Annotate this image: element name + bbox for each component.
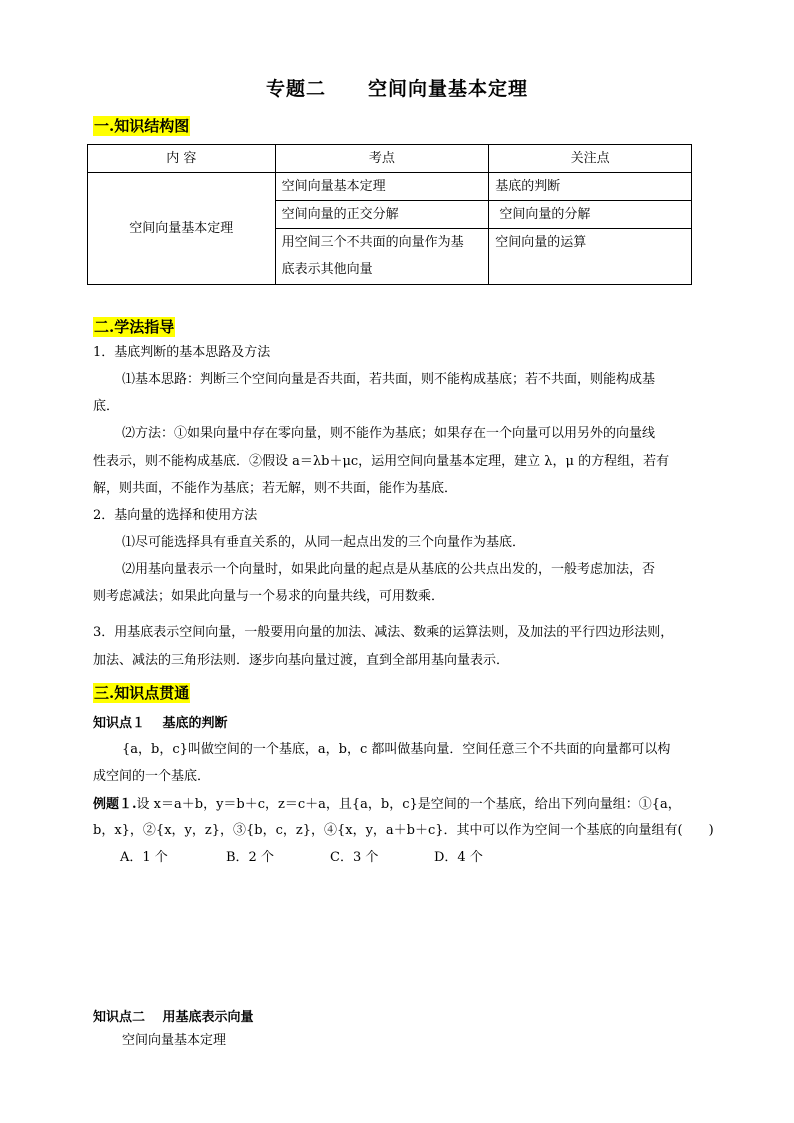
- example-label: 例题１.: [93, 797, 137, 812]
- option-b: B．2 个: [226, 850, 274, 865]
- table-cell: 空间向量的正交分解: [275, 201, 489, 229]
- paragraph: {a，b，c}叫做空间的一个基底，a，b，c 都叫做基向量．空间任意三个不共面的向量都可以构: [122, 742, 671, 757]
- page-title: [0, 74, 794, 101]
- paragraph: 3．用基底表示空间向量，一般要用向量的加法、减法、数乘的运算法则，及加法的平行四边形法则，: [93, 625, 674, 640]
- paragraph: 成空间的一个基底．: [93, 769, 211, 784]
- paragraph: 解，则共面，不能作为基底；若无解，则不共面，能作为基底．: [93, 481, 458, 496]
- table-content-cell: 空间向量基本定理: [88, 173, 276, 285]
- option-d: D．4 个: [434, 850, 483, 865]
- knowledge-point-title: 知识点二 用基底表示向量: [93, 1010, 254, 1025]
- section1-heading: 一.知识结构图: [94, 117, 190, 135]
- table-cell-line: 底表示其他向量: [281, 262, 373, 277]
- paragraph: 1．基底判断的基本思路及方法: [93, 345, 271, 360]
- option-a: A．1 个: [120, 850, 168, 865]
- paragraph: 则考虑减法；如果此向量与一个易求的向量共线，可用数乘．: [93, 589, 445, 604]
- paragraph: ⑵方法：①如果向量中存在零向量，则不能作为基底；如果存在一个向量可以用另外的向量线: [122, 426, 656, 441]
- table-header-cell: 考点: [275, 145, 489, 173]
- paragraph: 底．: [93, 399, 120, 414]
- table-cell-line: 用空间三个不共面的向量作为基: [281, 235, 464, 250]
- table-cell: [275, 229, 489, 285]
- knowledge-point-title: 知识点１ 基底的判断: [93, 716, 228, 731]
- table-row: [88, 173, 692, 201]
- section2-heading: 二.学法指导: [94, 318, 175, 336]
- example-line: b，x}，②{x，y，z}，③{b，c，z}，④{x，y，a＋b＋c}．其中可以作为空间一个基底的向量组有( ): [93, 823, 714, 838]
- table-cell: 基底的判断: [489, 173, 692, 201]
- paragraph: ⑵用基向量表示一个向量时，如果此向量的起点是从基底的公共点出发的，一般考虑加法，否: [122, 562, 656, 577]
- table-cell: 空间向量的分解: [489, 201, 692, 229]
- title-part2: 空间向量基本定理: [368, 78, 529, 100]
- example-text: 设 x＝a＋b，y＝b＋c，z＝c＋a，且{a，b，c}是空间的一个基底，给出下列向量组：①{a，: [136, 797, 681, 812]
- paragraph: ⑴基本思路：判断三个空间向量是否共面，若共面，则不能构成基底；若不共面，则能构成基: [122, 372, 656, 387]
- table-cell: 空间向量基本定理: [275, 173, 489, 201]
- option-c: C．3 个: [330, 850, 379, 865]
- paragraph: 空间向量基本定理: [122, 1033, 227, 1048]
- table-header-cell: 关注点: [489, 145, 692, 173]
- table-header-cell: 内 容: [88, 145, 276, 173]
- paragraph: 2．基向量的选择和使用方法: [93, 508, 258, 523]
- example-line: [93, 795, 681, 815]
- table-cell: 空间向量的运算: [489, 229, 692, 285]
- paragraph: 加法、减法的三角形法则．逐步向基向量过渡，直到全部用基向量表示．: [93, 653, 510, 668]
- section3-heading: 三.知识点贯通: [94, 684, 190, 702]
- paragraph: 性表示，则不能构成基底．②假设 a＝λb＋μc，运用空间向量基本定理，建立 λ，μ 的方程组，若有: [93, 454, 670, 469]
- knowledge-structure-table: [87, 144, 692, 285]
- paragraph: ⑴尽可能选择具有垂直关系的，从同一起点出发的三个向量作为基底．: [122, 535, 526, 550]
- table-header-row: [88, 145, 692, 173]
- title-part1: 专题二: [265, 78, 326, 100]
